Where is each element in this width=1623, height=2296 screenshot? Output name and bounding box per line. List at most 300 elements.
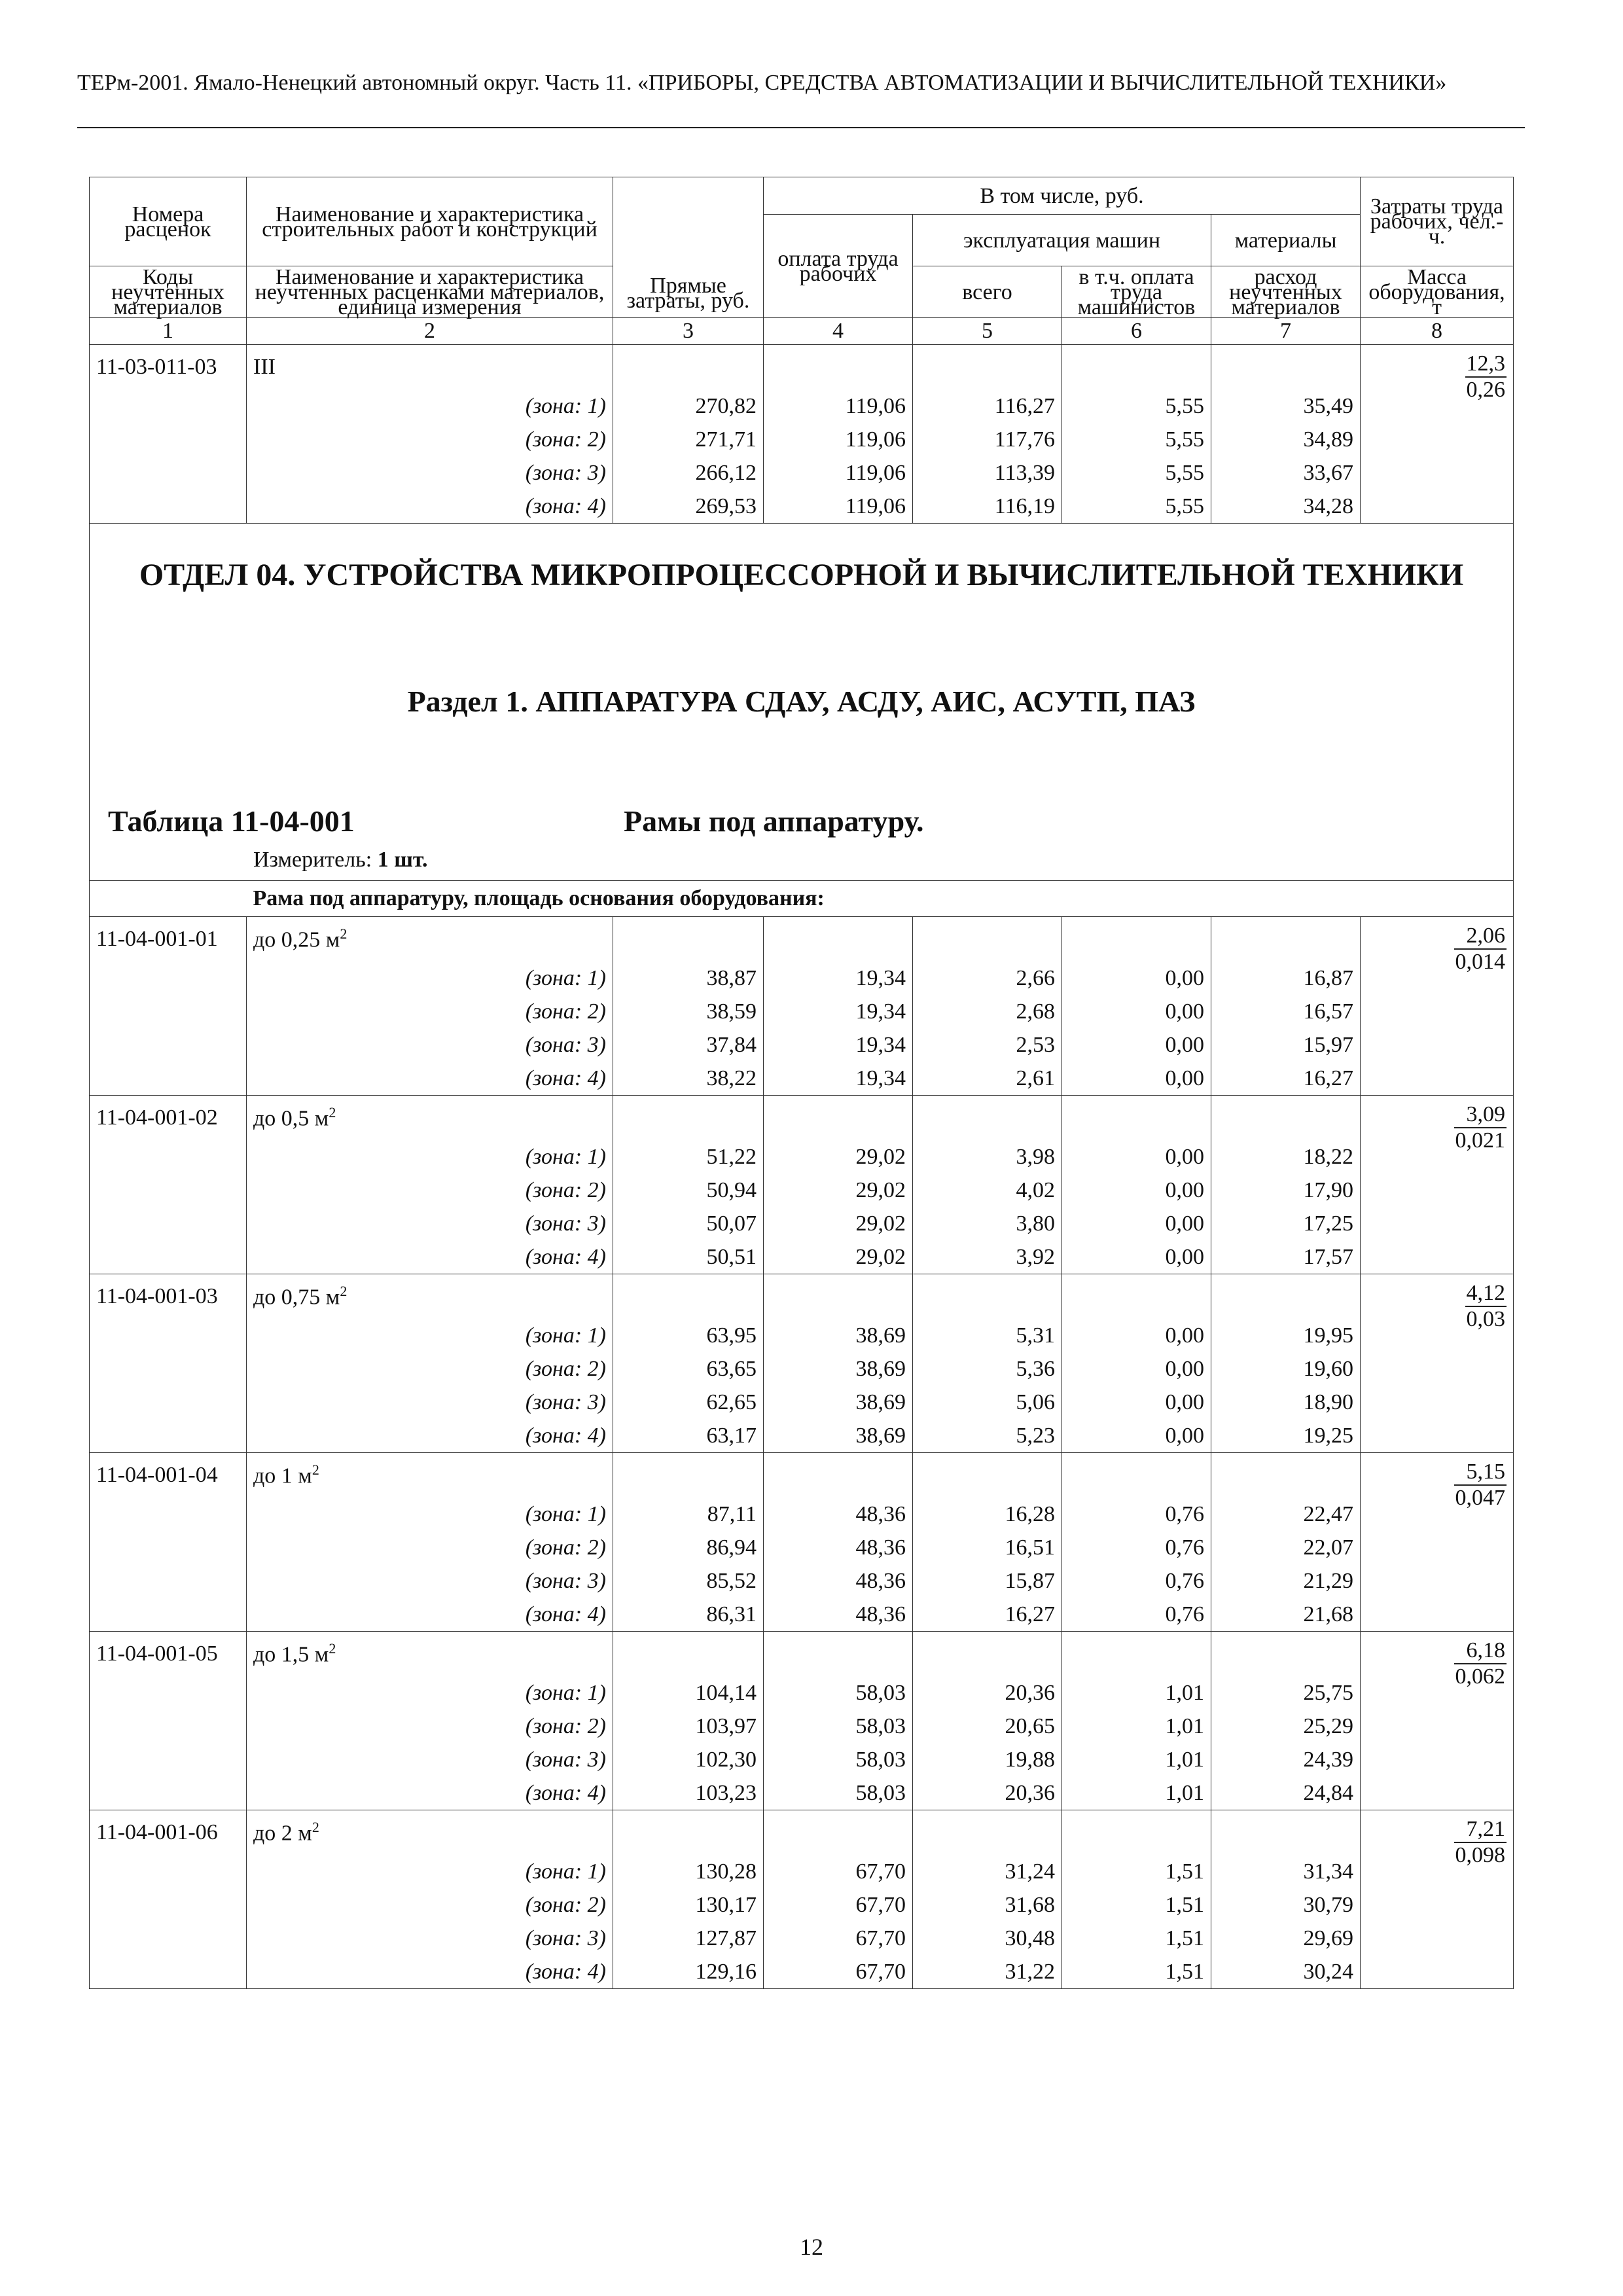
direct-costs-value: 38,87 xyxy=(613,961,764,995)
equipment-mass-value: 0,014 xyxy=(1455,950,1505,974)
measure-value: 1 шт. xyxy=(377,848,428,872)
empty-cell xyxy=(90,1710,247,1743)
labor-wage-value: 38,69 xyxy=(764,1319,913,1352)
equipment-mass-value: 0,03 xyxy=(1466,1307,1505,1331)
labor-cost-value: 5,15 xyxy=(1454,1460,1507,1486)
zone-row xyxy=(90,1140,1514,1174)
table-name: Рамы под аппаратуру. xyxy=(624,804,924,838)
empty-cell xyxy=(90,389,247,423)
zone-label: (зона: 2) xyxy=(247,1531,613,1564)
machine-total-value: 5,31 xyxy=(913,1319,1062,1352)
labor-mass-fraction xyxy=(1454,924,1507,975)
rate-name xyxy=(247,1810,613,1856)
machine-total-value: 5,06 xyxy=(913,1386,1062,1419)
column-number: 8 xyxy=(1361,318,1514,345)
labor-wage-value: 38,69 xyxy=(764,1352,913,1386)
empty-cell xyxy=(90,423,247,456)
labor-wage-value: 48,36 xyxy=(764,1531,913,1564)
labor-mass-cell xyxy=(1361,345,1514,524)
machine-wage-value: 0,00 xyxy=(1062,961,1211,995)
empty-cell xyxy=(764,917,913,962)
direct-costs-value: 266,12 xyxy=(613,456,764,490)
zone-label: (зона: 2) xyxy=(247,423,613,456)
header-direct-costs: Прямые затраты, руб. xyxy=(613,177,764,318)
machine-wage-value: 1,51 xyxy=(1062,1855,1211,1888)
materials-value: 15,97 xyxy=(1211,1028,1361,1062)
section-heading-cell xyxy=(90,524,1514,881)
direct-costs-value: 38,59 xyxy=(613,995,764,1028)
machine-wage-value: 1,01 xyxy=(1062,1776,1211,1810)
labor-mass-fraction xyxy=(1454,1817,1507,1868)
zone-row xyxy=(90,389,1514,423)
machine-total-value: 3,80 xyxy=(913,1207,1062,1240)
rate-name-text: до 0,5 м xyxy=(253,1106,329,1131)
rate-code: 11-04-001-03 xyxy=(90,1274,247,1319)
zone-row xyxy=(90,1319,1514,1352)
labor-wage-value: 119,06 xyxy=(764,490,913,524)
machine-total-value: 2,66 xyxy=(913,961,1062,995)
header-machine-wage: в т.ч. оплата труда машинистов xyxy=(1062,266,1211,318)
labor-wage-value: 119,06 xyxy=(764,389,913,423)
empty-cell xyxy=(913,1810,1062,1856)
machine-wage-value: 5,55 xyxy=(1062,389,1211,423)
rate-code: 11-04-001-04 xyxy=(90,1453,247,1498)
zone-row xyxy=(90,1240,1514,1274)
direct-costs-value: 127,87 xyxy=(613,1922,764,1955)
rate-name-text: до 1,5 м xyxy=(253,1642,329,1667)
empty-cell xyxy=(913,1274,1062,1319)
machine-wage-value: 1,51 xyxy=(1062,1955,1211,1989)
machine-total-value: 116,27 xyxy=(913,389,1062,423)
labor-mass-cell xyxy=(1361,1453,1514,1632)
empty-cell xyxy=(90,1028,247,1062)
direct-costs-value: 50,51 xyxy=(613,1240,764,1274)
zone-row xyxy=(90,490,1514,524)
empty-cell xyxy=(1062,1810,1211,1856)
machine-total-value: 3,98 xyxy=(913,1140,1062,1174)
direct-costs-value: 51,22 xyxy=(613,1140,764,1174)
empty-cell xyxy=(613,1453,764,1498)
header-machine-total: всего xyxy=(913,266,1062,318)
labor-mass-cell xyxy=(1361,1632,1514,1810)
rate-name xyxy=(247,917,613,962)
zone-row xyxy=(90,423,1514,456)
materials-value: 21,29 xyxy=(1211,1564,1361,1598)
empty-cell xyxy=(764,1632,913,1677)
zone-label: (зона: 1) xyxy=(247,1140,613,1174)
empty-cell xyxy=(1211,1810,1361,1856)
direct-costs-value: 271,71 xyxy=(613,423,764,456)
empty-cell xyxy=(764,1274,913,1319)
machine-total-value: 31,22 xyxy=(913,1955,1062,1989)
machine-total-value: 31,68 xyxy=(913,1888,1062,1922)
zone-row xyxy=(90,1564,1514,1598)
header-labor-wage: оплата труда рабочих xyxy=(764,215,913,318)
empty-cell xyxy=(90,1955,247,1989)
empty-cell xyxy=(913,1632,1062,1677)
header-in-total: В том числе, руб. xyxy=(764,177,1361,215)
empty-cell xyxy=(90,1888,247,1922)
empty-cell xyxy=(90,1531,247,1564)
materials-value: 34,89 xyxy=(1211,423,1361,456)
empty-cell xyxy=(1211,1632,1361,1677)
direct-costs-value: 63,17 xyxy=(613,1419,764,1453)
column-number: 4 xyxy=(764,318,913,345)
materials-value: 22,07 xyxy=(1211,1531,1361,1564)
labor-mass-fraction xyxy=(1465,351,1507,403)
rate-name xyxy=(247,1274,613,1319)
labor-wage-value: 58,03 xyxy=(764,1743,913,1776)
zone-row xyxy=(90,1676,1514,1710)
empty-cell xyxy=(913,345,1062,390)
rate-row xyxy=(90,1453,1514,1498)
empty-cell xyxy=(613,1810,764,1856)
materials-value: 21,68 xyxy=(1211,1598,1361,1632)
labor-wage-value: 48,36 xyxy=(764,1598,913,1632)
empty-cell xyxy=(1062,1274,1211,1319)
empty-cell xyxy=(90,1207,247,1240)
zone-label: (зона: 3) xyxy=(247,1386,613,1419)
group-title-row xyxy=(90,881,1514,917)
zone-label: (зона: 1) xyxy=(247,389,613,423)
empty-cell xyxy=(1211,1274,1361,1319)
zone-row xyxy=(90,1386,1514,1419)
direct-costs-value: 270,82 xyxy=(613,389,764,423)
rates-table xyxy=(89,177,1514,1989)
machine-total-value: 15,87 xyxy=(913,1564,1062,1598)
labor-wage-value: 19,34 xyxy=(764,995,913,1028)
empty-cell xyxy=(613,1632,764,1677)
direct-costs-value: 87,11 xyxy=(613,1498,764,1531)
zone-label: (зона: 1) xyxy=(247,1498,613,1531)
labor-cost-value: 12,3 xyxy=(1465,351,1507,378)
materials-value: 29,69 xyxy=(1211,1922,1361,1955)
zone-label: (зона: 2) xyxy=(247,1888,613,1922)
machine-total-value: 16,27 xyxy=(913,1598,1062,1632)
direct-costs-value: 63,95 xyxy=(613,1319,764,1352)
empty-cell xyxy=(90,1776,247,1810)
machine-total-value: 16,51 xyxy=(913,1531,1062,1564)
empty-cell xyxy=(1062,1632,1211,1677)
zone-row xyxy=(90,961,1514,995)
zone-row xyxy=(90,1028,1514,1062)
labor-mass-cell xyxy=(1361,1810,1514,1989)
labor-wage-value: 29,02 xyxy=(764,1174,913,1207)
machine-total-value: 117,76 xyxy=(913,423,1062,456)
direct-costs-value: 130,28 xyxy=(613,1855,764,1888)
materials-value: 16,87 xyxy=(1211,961,1361,995)
machine-total-value: 5,23 xyxy=(913,1419,1062,1453)
rate-name xyxy=(247,1632,613,1677)
table-label: Таблица 11-04-001 xyxy=(108,804,355,838)
machine-wage-value: 0,00 xyxy=(1062,1352,1211,1386)
direct-costs-value: 103,97 xyxy=(613,1710,764,1743)
labor-wage-value: 58,03 xyxy=(764,1676,913,1710)
zone-label: (зона: 2) xyxy=(247,1174,613,1207)
equipment-mass-value: 0,047 xyxy=(1455,1486,1505,1510)
zone-row xyxy=(90,1207,1514,1240)
direct-costs-value: 269,53 xyxy=(613,490,764,524)
rate-code: 11-03-011-03 xyxy=(90,345,247,390)
materials-value: 30,79 xyxy=(1211,1888,1361,1922)
section-title: ОТДЕЛ 04. УСТРОЙСТВА МИКРОПРОЦЕССОРНОЙ И ВЫЧИСЛИТЕЛЬНОЙ ТЕХНИКИ xyxy=(139,558,1464,592)
equipment-mass-value: 0,062 xyxy=(1455,1664,1505,1689)
zone-label: (зона: 4) xyxy=(247,1419,613,1453)
header-rule xyxy=(77,127,1525,128)
zone-label: (зона: 2) xyxy=(247,1352,613,1386)
zone-row xyxy=(90,1598,1514,1632)
machine-wage-value: 5,55 xyxy=(1062,490,1211,524)
labor-wage-value: 67,70 xyxy=(764,1855,913,1888)
header-equipment-mass: Масса оборудования, т xyxy=(1361,266,1514,318)
labor-wage-value: 67,70 xyxy=(764,1922,913,1955)
labor-mass-fraction xyxy=(1454,1460,1507,1511)
zone-row xyxy=(90,1419,1514,1453)
unit-superscript: 2 xyxy=(340,925,348,942)
rate-row xyxy=(90,1096,1514,1141)
labor-wage-value: 38,69 xyxy=(764,1419,913,1453)
empty-cell xyxy=(90,1240,247,1274)
column-number: 5 xyxy=(913,318,1062,345)
machine-wage-value: 5,55 xyxy=(1062,456,1211,490)
column-number: 3 xyxy=(613,318,764,345)
header-unaccounted-name: Наименование и характеристика неучтенных расценками материалов, единица измерения xyxy=(247,266,613,318)
machine-total-value: 20,65 xyxy=(913,1710,1062,1743)
materials-value: 19,60 xyxy=(1211,1352,1361,1386)
rate-name xyxy=(247,1453,613,1498)
empty-cell xyxy=(1211,1096,1361,1141)
zone-label: (зона: 1) xyxy=(247,1855,613,1888)
zone-label: (зона: 4) xyxy=(247,1240,613,1274)
direct-costs-value: 50,07 xyxy=(613,1207,764,1240)
empty-cell xyxy=(913,917,1062,962)
materials-value: 34,28 xyxy=(1211,490,1361,524)
direct-costs-value: 50,94 xyxy=(613,1174,764,1207)
unit-superscript: 2 xyxy=(312,1819,319,1836)
labor-cost-value: 2,06 xyxy=(1454,924,1507,950)
machine-wage-value: 1,51 xyxy=(1062,1888,1211,1922)
labor-wage-value: 29,02 xyxy=(764,1240,913,1274)
equipment-mass-value: 0,098 xyxy=(1455,1843,1505,1867)
column-number: 2 xyxy=(247,318,613,345)
rate-code: 11-04-001-02 xyxy=(90,1096,247,1141)
direct-costs-value: 103,23 xyxy=(613,1776,764,1810)
zone-row xyxy=(90,456,1514,490)
header-work-name: Наименование и характеристика строительных работ и конструкций xyxy=(247,177,613,266)
zone-label: (зона: 3) xyxy=(247,1207,613,1240)
empty-cell xyxy=(1062,1453,1211,1498)
machine-wage-value: 0,76 xyxy=(1062,1498,1211,1531)
zone-row xyxy=(90,1062,1514,1096)
materials-value: 25,75 xyxy=(1211,1676,1361,1710)
empty-cell xyxy=(764,1810,913,1856)
header-material-usage: расход неучтенных материалов xyxy=(1211,266,1361,318)
empty-cell xyxy=(90,1352,247,1386)
measure-line xyxy=(253,848,428,872)
machine-wage-value: 0,00 xyxy=(1062,1319,1211,1352)
materials-value: 19,25 xyxy=(1211,1419,1361,1453)
machine-wage-value: 0,00 xyxy=(1062,995,1211,1028)
zone-label: (зона: 1) xyxy=(247,1319,613,1352)
empty-cell xyxy=(90,1386,247,1419)
labor-cost-value: 6,18 xyxy=(1454,1638,1507,1664)
empty-cell xyxy=(613,345,764,390)
rate-row xyxy=(90,1274,1514,1319)
zone-label: (зона: 4) xyxy=(247,1955,613,1989)
materials-value: 18,22 xyxy=(1211,1140,1361,1174)
machine-total-value: 4,02 xyxy=(913,1174,1062,1207)
header-materials: материалы xyxy=(1211,215,1361,266)
empty-cell xyxy=(1062,1096,1211,1141)
materials-value: 25,29 xyxy=(1211,1710,1361,1743)
zone-label: (зона: 1) xyxy=(247,1676,613,1710)
column-number: 6 xyxy=(1062,318,1211,345)
machine-wage-value: 5,55 xyxy=(1062,423,1211,456)
machine-total-value: 31,24 xyxy=(913,1855,1062,1888)
zone-row xyxy=(90,1531,1514,1564)
machine-wage-value: 0,76 xyxy=(1062,1564,1211,1598)
empty-cell xyxy=(764,1096,913,1141)
unit-superscript: 2 xyxy=(340,1283,348,1300)
empty-cell xyxy=(90,1922,247,1955)
machine-total-value: 5,36 xyxy=(913,1352,1062,1386)
empty-cell xyxy=(90,961,247,995)
empty-cell xyxy=(90,1062,247,1096)
header-machine-operation: эксплуатация машин xyxy=(913,215,1211,266)
direct-costs-value: 86,94 xyxy=(613,1531,764,1564)
direct-costs-value: 63,65 xyxy=(613,1352,764,1386)
page-number: 12 xyxy=(800,2234,823,2260)
empty-cell xyxy=(90,1676,247,1710)
labor-cost-value: 3,09 xyxy=(1454,1102,1507,1128)
machine-wage-value: 0,00 xyxy=(1062,1140,1211,1174)
section-heading-row xyxy=(90,524,1514,881)
empty-cell xyxy=(90,1598,247,1632)
machine-wage-value: 1,51 xyxy=(1062,1922,1211,1955)
materials-value: 16,57 xyxy=(1211,995,1361,1028)
labor-wage-value: 19,34 xyxy=(764,961,913,995)
labor-mass-cell xyxy=(1361,1096,1514,1274)
labor-wage-value: 48,36 xyxy=(764,1498,913,1531)
empty-cell xyxy=(90,881,247,917)
rate-name-text: до 1 м xyxy=(253,1463,312,1488)
machine-wage-value: 1,01 xyxy=(1062,1710,1211,1743)
labor-wage-value: 58,03 xyxy=(764,1710,913,1743)
zone-label: (зона: 3) xyxy=(247,456,613,490)
labor-wage-value: 29,02 xyxy=(764,1207,913,1240)
machine-total-value: 3,92 xyxy=(913,1240,1062,1274)
machine-total-value: 116,19 xyxy=(913,490,1062,524)
empty-cell xyxy=(90,490,247,524)
materials-value: 16,27 xyxy=(1211,1062,1361,1096)
empty-cell xyxy=(764,1453,913,1498)
labor-wage-value: 119,06 xyxy=(764,423,913,456)
zone-label: (зона: 3) xyxy=(247,1743,613,1776)
direct-costs-value: 62,65 xyxy=(613,1386,764,1419)
empty-cell xyxy=(1211,345,1361,390)
machine-wage-value: 0,00 xyxy=(1062,1386,1211,1419)
zone-label: (зона: 4) xyxy=(247,1062,613,1096)
zone-label: (зона: 2) xyxy=(247,1710,613,1743)
materials-value: 24,84 xyxy=(1211,1776,1361,1810)
header-labor-cost: Затраты труда рабочих, чел.-ч. xyxy=(1361,177,1514,266)
machine-total-value: 30,48 xyxy=(913,1922,1062,1955)
zone-label: (зона: 3) xyxy=(247,1922,613,1955)
zone-row xyxy=(90,1710,1514,1743)
zone-row xyxy=(90,1955,1514,1989)
zone-row xyxy=(90,1922,1514,1955)
rate-row xyxy=(90,1810,1514,1856)
materials-value: 17,25 xyxy=(1211,1207,1361,1240)
machine-wage-value: 0,76 xyxy=(1062,1598,1211,1632)
labor-mass-fraction xyxy=(1454,1638,1507,1689)
document-header: ТЕРм-2001. Ямало-Ненецкий автономный округ. Часть 11. «ПРИБОРЫ, СРЕДСТВА АВТОМАТИЗАЦИИ И ВЫЧИСЛИТЕЛЬНОЙ ТЕХНИКИ» xyxy=(77,71,1447,95)
direct-costs-value: 37,84 xyxy=(613,1028,764,1062)
direct-costs-value: 38,22 xyxy=(613,1062,764,1096)
machine-total-value: 2,61 xyxy=(913,1062,1062,1096)
rate-name-text: III xyxy=(253,355,276,379)
materials-value: 30,24 xyxy=(1211,1955,1361,1989)
rate-row xyxy=(90,345,1514,390)
column-number: 7 xyxy=(1211,318,1361,345)
equipment-mass-value: 0,021 xyxy=(1455,1128,1505,1153)
direct-costs-value: 129,16 xyxy=(613,1955,764,1989)
rate-code: 11-04-001-05 xyxy=(90,1632,247,1677)
labor-mass-fraction xyxy=(1465,1281,1507,1332)
column-number: 1 xyxy=(90,318,247,345)
zone-label: (зона: 4) xyxy=(247,490,613,524)
rate-row xyxy=(90,1632,1514,1677)
empty-cell xyxy=(764,345,913,390)
labor-wage-value: 19,34 xyxy=(764,1062,913,1096)
zone-row xyxy=(90,1776,1514,1810)
direct-costs-value: 85,52 xyxy=(613,1564,764,1598)
rate-name-text: до 0,25 м xyxy=(253,927,340,952)
empty-cell xyxy=(913,1096,1062,1141)
rate-code: 11-04-001-01 xyxy=(90,917,247,962)
zone-label: (зона: 2) xyxy=(247,995,613,1028)
labor-wage-value: 119,06 xyxy=(764,456,913,490)
zone-row xyxy=(90,1855,1514,1888)
zone-row xyxy=(90,995,1514,1028)
machine-total-value: 2,53 xyxy=(913,1028,1062,1062)
machine-wage-value: 0,00 xyxy=(1062,1419,1211,1453)
zone-row xyxy=(90,1352,1514,1386)
empty-cell xyxy=(90,1319,247,1352)
materials-value: 33,67 xyxy=(1211,456,1361,490)
rate-name-text: до 0,75 м xyxy=(253,1285,340,1310)
labor-wage-value: 67,70 xyxy=(764,1888,913,1922)
empty-cell xyxy=(90,995,247,1028)
machine-wage-value: 0,00 xyxy=(1062,1207,1211,1240)
materials-value: 19,95 xyxy=(1211,1319,1361,1352)
unit-superscript: 2 xyxy=(329,1640,336,1657)
machine-wage-value: 0,00 xyxy=(1062,1174,1211,1207)
direct-costs-value: 104,14 xyxy=(613,1676,764,1710)
empty-cell xyxy=(90,1564,247,1598)
empty-cell xyxy=(613,1274,764,1319)
empty-cell xyxy=(613,917,764,962)
machine-total-value: 19,88 xyxy=(913,1743,1062,1776)
materials-value: 22,47 xyxy=(1211,1498,1361,1531)
labor-wage-value: 19,34 xyxy=(764,1028,913,1062)
zone-label: (зона: 3) xyxy=(247,1564,613,1598)
rate-code: 11-04-001-06 xyxy=(90,1810,247,1856)
labor-wage-value: 48,36 xyxy=(764,1564,913,1598)
empty-cell xyxy=(90,1174,247,1207)
materials-value: 24,39 xyxy=(1211,1743,1361,1776)
labor-mass-cell xyxy=(1361,1274,1514,1453)
